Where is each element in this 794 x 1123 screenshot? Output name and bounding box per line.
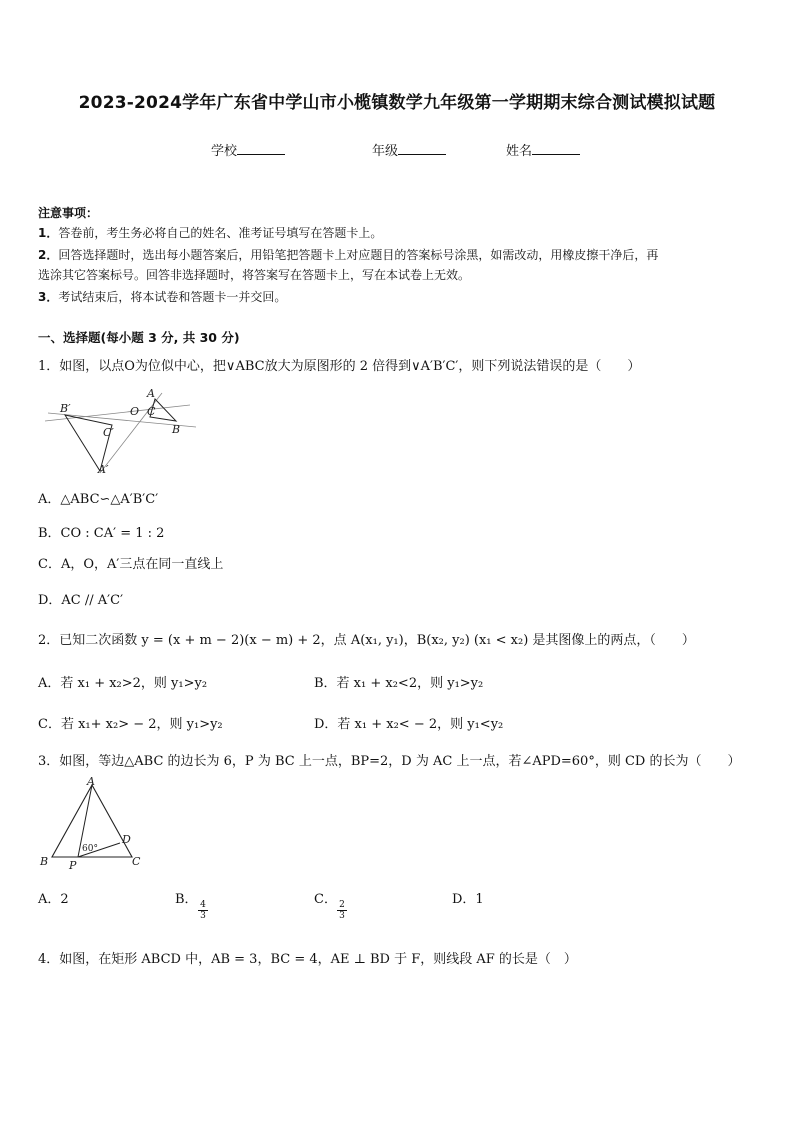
school-label: 学校 — [211, 144, 238, 159]
label-B-prime: B′ — [60, 402, 71, 415]
notes-heading: 注意事项： — [38, 206, 99, 220]
label-C-prime: C′ — [103, 426, 114, 439]
label-B: B — [172, 423, 181, 436]
q1-option-a[interactable]: A．△ABC∽△A′B′C′ — [38, 492, 159, 507]
q3-option-c-fraction — [337, 900, 347, 921]
q3-option-b-denominator: 3 — [200, 911, 206, 921]
q2-stem: 2．已知二次函数 y = (x + m − 2)(x − m) + 2，点 A(x₁, y₁)，B(x₂, y₂) (x₁ < x₂) 是其图像上的两点，（ ） — [38, 633, 695, 648]
name-field — [506, 140, 580, 159]
label-D: D — [122, 833, 131, 846]
angle-label: 60° — [82, 844, 98, 854]
note-3: 3．考试结束后，将本试卷和答题卡一并交回。 — [38, 290, 287, 304]
q3-option-c-denominator: 3 — [339, 911, 345, 921]
q3-option-b[interactable]: B． — [175, 892, 198, 907]
exam-title: 2023-2024学年广东省中学山市小榄镇数学九年级第一学期期末综合测试模拟试题 — [78, 93, 716, 113]
label-C: C — [147, 405, 156, 418]
note-2: 2．回答选择题时，选出每小题答案后，用铅笔把答题卡上对应题目的答案标号涂黑，如需改动，用橡皮擦干净后，再 — [38, 248, 659, 262]
label-O: O — [130, 405, 140, 418]
school-blank[interactable] — [237, 142, 285, 155]
grade-label: 年级 — [372, 144, 399, 159]
label-P: P — [69, 859, 77, 872]
q3-option-b-numerator: 4 — [198, 900, 208, 911]
q1-figure — [40, 385, 200, 480]
q2-option-c[interactable]: C．若 x₁+ x₂> − 2，则 y₁>y₂ — [38, 717, 223, 732]
q3-option-b-fraction — [198, 900, 208, 921]
q1-stem: 1．如图，以点O为位似中心，把∨ABC放大为原图形的 2 倍得到∨A′B′C′，则下列说法错误的是（ ） — [38, 359, 641, 374]
school-field — [211, 140, 285, 159]
label-A: A — [87, 775, 95, 788]
q3-option-d[interactable]: D．1 — [452, 892, 484, 907]
section-heading: 一、选择题(每小题 3 分, 共 30 分) — [38, 330, 240, 345]
q2-option-a[interactable]: A．若 x₁ + x₂>2，则 y₁>y₂ — [38, 676, 208, 691]
label-C: C — [132, 855, 141, 868]
name-blank[interactable] — [532, 142, 580, 155]
note-2-cont: 选涂其它答案标号。回答非选择题时，将答案写在答题卡上，写在本试卷上无效。 — [38, 268, 471, 282]
q4-stem: 4．如图，在矩形 ABCD 中，AB = 3，BC = 4，AE ⊥ BD 于 F，则线段 AF 的长是（ ） — [38, 952, 577, 967]
q3-stem: 3．如图，等边△ABC 的边长为 6，P 为 BC 上一点，BP=2，D 为 AC 上一点，若∠APD=60°，则 CD 的长为（ ） — [38, 754, 741, 769]
label-B: B — [40, 855, 49, 868]
q3-option-a[interactable]: A．2 — [38, 892, 69, 907]
grade-field — [372, 140, 446, 159]
q1-option-c[interactable]: C．A，O，A′三点在同一直线上 — [38, 557, 224, 572]
q3-figure — [38, 775, 148, 870]
q2-option-d[interactable]: D．若 x₁ + x₂< − 2，则 y₁<y₂ — [314, 717, 504, 732]
name-label: 姓名 — [506, 144, 533, 159]
label-A-prime: A′ — [98, 463, 109, 476]
grade-blank[interactable] — [398, 142, 446, 155]
q2-option-b[interactable]: B．若 x₁ + x₂<2，则 y₁>y₂ — [314, 676, 484, 691]
q1-option-b[interactable]: B．CO : CA′ = 1 : 2 — [38, 526, 165, 541]
label-A: A — [147, 387, 155, 400]
q3-option-c[interactable]: C． — [314, 892, 337, 907]
q3-option-c-numerator: 2 — [337, 900, 347, 911]
note-1: 1．答卷前，考生务必将自己的姓名、准考证号填写在答题卡上。 — [38, 226, 383, 240]
q1-option-d[interactable]: D．AC // A′C′ — [38, 593, 124, 608]
